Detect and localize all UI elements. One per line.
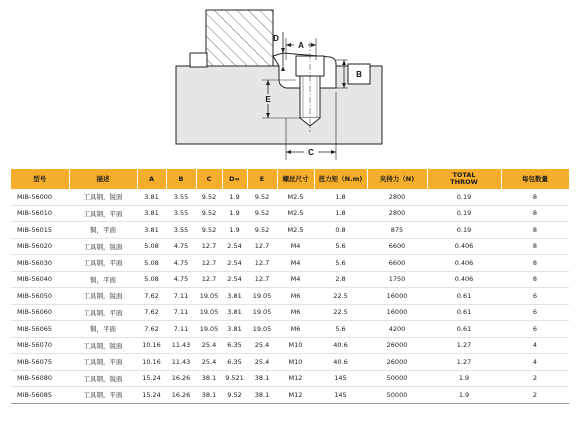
label-b: B <box>356 70 362 79</box>
table-cell: 10.16 <box>137 337 166 354</box>
workpiece <box>206 10 273 66</box>
column-header: B <box>166 169 196 189</box>
table-cell: M6 <box>277 321 314 338</box>
column-header: 扭力矩（N.m) <box>314 169 367 189</box>
model-cell: MIB-56075 <box>11 354 69 371</box>
table-cell: 6 <box>501 304 569 321</box>
table-cell: 1.27 <box>427 337 501 354</box>
table-cell: 19.05 <box>196 304 222 321</box>
label-c: C <box>308 148 314 157</box>
column-header: 夹持力（N) <box>367 169 427 189</box>
table-cell: 2 <box>501 370 569 387</box>
table-cell: 7.62 <box>137 288 166 305</box>
table-cell: 3.81 <box>222 304 247 321</box>
model-cell: MIB-56085 <box>11 387 69 404</box>
table-cell: 19.05 <box>196 288 222 305</box>
model-cell: MIB-56030 <box>11 255 69 272</box>
table-cell: 26000 <box>367 354 427 371</box>
table-cell: 19.05 <box>196 321 222 338</box>
table-cell: 3.55 <box>166 189 196 205</box>
table-cell: M4 <box>277 238 314 255</box>
table-cell: 3.81 <box>222 321 247 338</box>
table-row <box>11 354 569 371</box>
stop-pin <box>190 53 207 67</box>
model-cell: MIB-56040 <box>11 271 69 288</box>
table-cell: 0.19 <box>427 189 501 205</box>
table-cell: 38.1 <box>196 387 222 404</box>
table-row <box>11 387 569 404</box>
table-cell: 1.8 <box>314 205 367 222</box>
table-row <box>11 288 569 305</box>
table-cell: 8 <box>501 238 569 255</box>
table-cell: 工具钢，锐面 <box>69 189 137 205</box>
table-cell: 1.8 <box>314 189 367 205</box>
table-cell: 16000 <box>367 288 427 305</box>
table-cell: 0.406 <box>427 255 501 272</box>
table-cell: 工具钢，平面 <box>69 205 137 222</box>
table-cell: 4.75 <box>166 255 196 272</box>
table-cell: 25.4 <box>196 354 222 371</box>
column-header: E <box>247 169 277 189</box>
table-cell: 2.54 <box>222 271 247 288</box>
table-body <box>11 189 569 403</box>
table-cell: M2.5 <box>277 205 314 222</box>
clamp-diagram <box>0 0 578 164</box>
model-cell: MIB-56050 <box>11 288 69 305</box>
table-cell: 工具钢，锐面 <box>69 288 137 305</box>
table-row <box>11 304 569 321</box>
table-cell: 铜，平面 <box>69 222 137 239</box>
table-cell: 8 <box>501 222 569 239</box>
table-cell: 5.6 <box>314 321 367 338</box>
table-cell: 26000 <box>367 337 427 354</box>
table-cell: 工具钢，平面 <box>69 354 137 371</box>
table-cell: 6.35 <box>222 354 247 371</box>
model-cell: MIB-56000 <box>11 189 69 205</box>
table-cell: 4 <box>501 354 569 371</box>
table-cell: M6 <box>277 304 314 321</box>
table-cell: 4.75 <box>166 271 196 288</box>
table-cell: 工具钢，平面 <box>69 304 137 321</box>
table-cell: 38.1 <box>247 370 277 387</box>
table-row <box>11 271 569 288</box>
label-a: A <box>298 41 304 50</box>
table-cell: 2800 <box>367 205 427 222</box>
table-cell: 3.81 <box>137 189 166 205</box>
table-cell: 5.6 <box>314 255 367 272</box>
table-cell: 9.52 <box>247 222 277 239</box>
model-cell: MIB-56020 <box>11 238 69 255</box>
table-cell: 1.9 <box>427 370 501 387</box>
table-row <box>11 337 569 354</box>
table-cell: 12.7 <box>196 255 222 272</box>
table-cell: 38.1 <box>196 370 222 387</box>
table-cell: 6.35 <box>222 337 247 354</box>
label-e: E <box>265 95 271 104</box>
table-cell: 1.9 <box>222 205 247 222</box>
table-cell: 铜，平面 <box>69 271 137 288</box>
table-cell: 工具钢，锐面 <box>69 337 137 354</box>
table-cell: 50000 <box>367 387 427 404</box>
column-header: A <box>137 169 166 189</box>
table-cell: M12 <box>277 387 314 404</box>
table-cell: 5.08 <box>137 238 166 255</box>
table-cell: 10.16 <box>137 354 166 371</box>
table-cell: 8 <box>501 189 569 205</box>
table-cell: 工具钢，平面 <box>69 387 137 404</box>
model-cell: MIB-56010 <box>11 205 69 222</box>
model-cell: MIB-56065 <box>11 321 69 338</box>
table-cell: 0.61 <box>427 321 501 338</box>
column-header: TOTAL THROW <box>427 169 501 189</box>
table-cell: 3.55 <box>166 205 196 222</box>
table-cell: 9.52 <box>222 387 247 404</box>
table-cell: M2.5 <box>277 189 314 205</box>
table-cell: 2800 <box>367 189 427 205</box>
table-cell: 12.7 <box>247 238 277 255</box>
table-cell: 工具钢，平面 <box>69 255 137 272</box>
table-cell: M2.5 <box>277 222 314 239</box>
table-cell: 铜，平面 <box>69 321 137 338</box>
table-cell: 1.9 <box>427 387 501 404</box>
table-cell: 12.7 <box>247 271 277 288</box>
table-row <box>11 255 569 272</box>
table-cell: 2.8 <box>314 271 367 288</box>
table-cell: 11.43 <box>166 354 196 371</box>
table-cell: 22.5 <box>314 288 367 305</box>
table-cell: 50000 <box>367 370 427 387</box>
table-row <box>11 370 569 387</box>
table-cell: 0.8 <box>314 222 367 239</box>
table-cell: 9.52 <box>247 189 277 205</box>
table-cell: 7.11 <box>166 321 196 338</box>
table-cell: 0.19 <box>427 222 501 239</box>
table-cell: 0.19 <box>427 205 501 222</box>
table-cell: M12 <box>277 370 314 387</box>
label-d: D <box>273 34 279 43</box>
table-cell: 7.11 <box>166 288 196 305</box>
table-cell: 40.6 <box>314 337 367 354</box>
model-cell: MIB-56080 <box>11 370 69 387</box>
table-cell: 8 <box>501 255 569 272</box>
column-header: 描述 <box>69 169 137 189</box>
table-cell: 1.27 <box>427 354 501 371</box>
table-cell: 25.4 <box>247 337 277 354</box>
column-header: D= <box>222 169 247 189</box>
table-cell: 9.52 <box>196 189 222 205</box>
table-cell: 6600 <box>367 255 427 272</box>
table-cell: 3.81 <box>137 222 166 239</box>
table-cell: M4 <box>277 271 314 288</box>
table-cell: 40.6 <box>314 354 367 371</box>
table-cell: 6 <box>501 321 569 338</box>
table-cell: 9.52 <box>247 205 277 222</box>
table-cell: 6600 <box>367 238 427 255</box>
table-cell: 12.7 <box>196 271 222 288</box>
table-cell: 9.521 <box>222 370 247 387</box>
table-cell: 4.75 <box>166 238 196 255</box>
table-cell: 15.24 <box>137 387 166 404</box>
table-cell: 1.9 <box>222 189 247 205</box>
table-row <box>11 189 569 205</box>
table-row <box>11 222 569 239</box>
table-cell: 0.406 <box>427 271 501 288</box>
table-cell: 25.4 <box>247 354 277 371</box>
table-cell: 3.55 <box>166 222 196 239</box>
table-cell: 2.54 <box>222 238 247 255</box>
table-cell: 0.406 <box>427 238 501 255</box>
model-cell: MIB-56070 <box>11 337 69 354</box>
table-row <box>11 238 569 255</box>
spec-table <box>11 169 570 404</box>
table-cell: M6 <box>277 288 314 305</box>
table-cell: M4 <box>277 255 314 272</box>
table-cell: 5.08 <box>137 255 166 272</box>
table-cell: 11.43 <box>166 337 196 354</box>
table-cell: 25.4 <box>196 337 222 354</box>
table-cell: 12.7 <box>247 255 277 272</box>
table-header-row <box>11 169 569 189</box>
table-cell: 12.7 <box>196 238 222 255</box>
table-cell: 8 <box>501 205 569 222</box>
table-cell: 19.05 <box>247 288 277 305</box>
table-cell: 工具钢，锐面 <box>69 370 137 387</box>
table-cell: 3.81 <box>137 205 166 222</box>
table-cell: 4 <box>501 337 569 354</box>
table-cell: 2.54 <box>222 255 247 272</box>
table-cell: 145 <box>314 387 367 404</box>
table-cell: 0.61 <box>427 288 501 305</box>
table-row <box>11 205 569 222</box>
table-cell: 7.62 <box>137 304 166 321</box>
table-cell: 19.05 <box>247 321 277 338</box>
table-cell: 5.08 <box>137 271 166 288</box>
table-cell: 22.5 <box>314 304 367 321</box>
table-cell: M10 <box>277 337 314 354</box>
table-cell: 875 <box>367 222 427 239</box>
table-cell: 16000 <box>367 304 427 321</box>
table-cell: 19.05 <box>247 304 277 321</box>
table-cell: 1.9 <box>222 222 247 239</box>
table-cell: 0.61 <box>427 304 501 321</box>
table-cell: 5.6 <box>314 238 367 255</box>
table-row <box>11 321 569 338</box>
table-cell: 15.24 <box>137 370 166 387</box>
table-cell: 9.52 <box>196 205 222 222</box>
table-cell: 2 <box>501 387 569 404</box>
table-cell: 38.1 <box>247 387 277 404</box>
table-cell: M10 <box>277 354 314 371</box>
table-cell: 7.62 <box>137 321 166 338</box>
table-cell: 8 <box>501 271 569 288</box>
table-cell: 16.26 <box>166 370 196 387</box>
table-cell: 6 <box>501 288 569 305</box>
table-cell: 16.26 <box>166 387 196 404</box>
table-cell: 工具钢，锐面 <box>69 238 137 255</box>
column-header: 每包数量 <box>501 169 569 189</box>
model-cell: MIB-56015 <box>11 222 69 239</box>
column-header: 螺丝尺寸 <box>277 169 314 189</box>
table-cell: 7.11 <box>166 304 196 321</box>
table-cell: 145 <box>314 370 367 387</box>
column-header: 型号 <box>11 169 69 189</box>
table-cell: 1750 <box>367 271 427 288</box>
table-cell: 9.52 <box>196 222 222 239</box>
table-cell: 4200 <box>367 321 427 338</box>
column-header: C <box>196 169 222 189</box>
model-cell: MIB-56060 <box>11 304 69 321</box>
table-cell: 3.81 <box>222 288 247 305</box>
